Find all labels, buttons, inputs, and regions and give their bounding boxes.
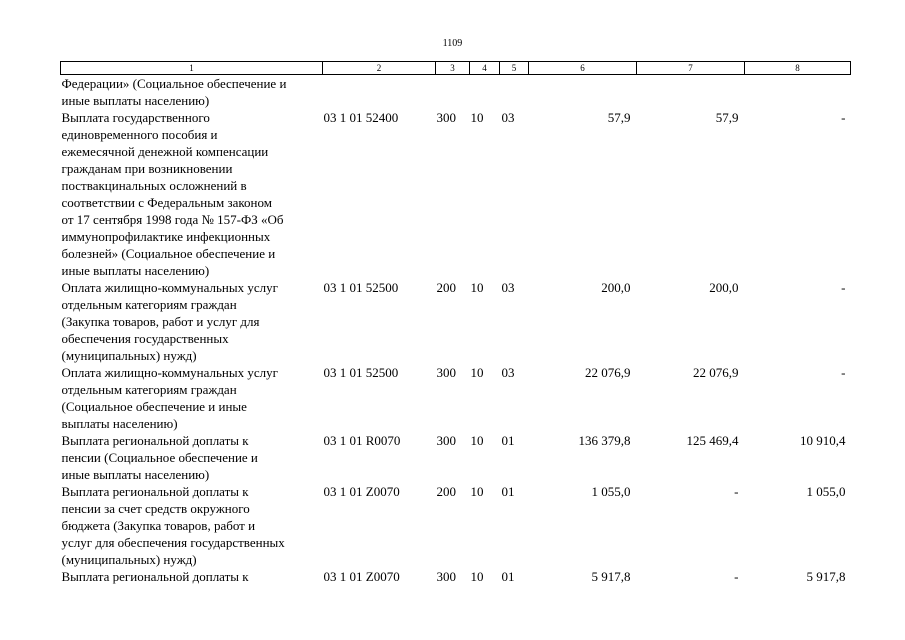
column-header: 3 bbox=[436, 62, 470, 75]
cell-amount-federal: 125 469,4 bbox=[686, 433, 739, 448]
column-header: 1 bbox=[61, 62, 323, 75]
table-row bbox=[61, 483, 851, 568]
cell-code: 03 1 01 R0070 bbox=[323, 433, 401, 448]
table-row bbox=[61, 279, 851, 364]
name-line: (муниципальных) нужд) bbox=[61, 348, 197, 363]
cell-expense-type: 300 bbox=[436, 569, 456, 584]
cell-expense-type: 300 bbox=[436, 433, 456, 448]
cell-section: 10 bbox=[470, 484, 484, 499]
cell-subsection: 03 bbox=[501, 365, 515, 380]
cell-subsection: 01 bbox=[501, 484, 515, 499]
cell-name bbox=[61, 432, 323, 483]
table-body bbox=[61, 75, 851, 586]
cell-amount-regional: 1 055,0 bbox=[806, 484, 846, 499]
cell-code: 03 1 01 Z0070 bbox=[323, 484, 400, 499]
name-line: иммунопрофилактике инфекционных bbox=[61, 229, 271, 244]
cell-amount-total: 5 917,8 bbox=[591, 569, 631, 584]
name-line: (муниципальных) нужд) bbox=[61, 552, 197, 567]
name-line: иные выплаты населению) bbox=[61, 93, 210, 108]
cell-name bbox=[61, 279, 323, 364]
column-header: 6 bbox=[529, 62, 637, 75]
cell-amount-federal: - bbox=[734, 484, 739, 499]
cell-subsection: 01 bbox=[501, 569, 515, 584]
table-header bbox=[61, 62, 851, 75]
cell-section: 10 bbox=[470, 569, 484, 584]
name-line: болезней» (Социальное обеспечение и bbox=[61, 246, 276, 261]
name-line: Выплата региональной доплаты к bbox=[61, 569, 249, 584]
name-line: (Закупка товаров, работ и услуг для bbox=[61, 314, 260, 329]
cell-code: 03 1 01 52500 bbox=[323, 280, 399, 295]
cell-subsection bbox=[500, 75, 529, 110]
page-number: 1109 bbox=[442, 38, 463, 49]
name-line: Выплата государственного bbox=[61, 110, 210, 125]
column-header: 4 bbox=[470, 62, 500, 75]
budget-table bbox=[60, 61, 851, 585]
cell-amount-federal: 22 076,9 bbox=[693, 365, 739, 380]
column-header: 7 bbox=[637, 62, 745, 75]
cell-amount-regional: - bbox=[841, 110, 846, 125]
name-line: единовременного пособия и bbox=[61, 127, 218, 142]
cell-code: 03 1 01 Z0070 bbox=[323, 569, 400, 584]
cell-section: 10 bbox=[470, 433, 484, 448]
cell-name bbox=[61, 109, 323, 279]
cell-expense-type: 300 bbox=[436, 365, 456, 380]
name-line: ежемесячной денежной компенсации bbox=[61, 144, 269, 159]
name-line: отдельным категориям граждан bbox=[61, 382, 237, 397]
cell-amount-regional: - bbox=[841, 280, 846, 295]
cell-subsection: 03 bbox=[501, 280, 515, 295]
name-line: Выплата региональной доплаты к bbox=[61, 433, 249, 448]
cell-subsection: 03 bbox=[501, 110, 515, 125]
name-line: (Социальное обеспечение и иные bbox=[61, 399, 247, 414]
cell-section: 10 bbox=[470, 110, 484, 125]
cell-amount-regional bbox=[745, 75, 851, 110]
cell-section: 10 bbox=[470, 365, 484, 380]
column-header: 2 bbox=[323, 62, 436, 75]
column-header: 5 bbox=[500, 62, 529, 75]
cell-expense-type bbox=[436, 75, 470, 110]
cell-expense-type: 300 bbox=[436, 110, 456, 125]
cell-amount-total: 22 076,9 bbox=[585, 365, 631, 380]
cell-expense-type: 200 bbox=[436, 484, 456, 499]
cell-amount-total: 1 055,0 bbox=[591, 484, 631, 499]
cell-section bbox=[470, 75, 500, 110]
name-line: Федерации» (Социальное обеспечение и bbox=[61, 76, 287, 91]
cell-expense-type: 200 bbox=[436, 280, 456, 295]
name-line: пенсии (Социальное обеспечение и bbox=[61, 450, 258, 465]
name-line: иные выплаты населению) bbox=[61, 467, 210, 482]
cell-amount-regional: 10 910,4 bbox=[800, 433, 846, 448]
name-line: Выплата региональной доплаты к bbox=[61, 484, 249, 499]
table-row bbox=[61, 568, 851, 585]
cell-amount-total: 200,0 bbox=[601, 280, 631, 295]
cell-name bbox=[61, 568, 323, 585]
cell-amount-federal: - bbox=[734, 569, 739, 584]
name-line: иные выплаты населению) bbox=[61, 263, 210, 278]
name-line: Оплата жилищно-коммунальных услуг bbox=[61, 280, 278, 295]
name-line: гражданам при возникновении bbox=[61, 161, 233, 176]
cell-amount-regional: 5 917,8 bbox=[806, 569, 846, 584]
cell-section: 10 bbox=[470, 280, 484, 295]
name-line: обеспечения государственных bbox=[61, 331, 229, 346]
cell-name bbox=[61, 75, 323, 110]
cell-code bbox=[323, 75, 436, 110]
name-line: соответствии с Федеральным законом bbox=[61, 195, 272, 210]
table-row bbox=[61, 432, 851, 483]
name-line: поствакцинальных осложнений в bbox=[61, 178, 247, 193]
cell-name bbox=[61, 364, 323, 432]
name-line: бюджета (Закупка товаров, работ и bbox=[61, 518, 256, 533]
table-row bbox=[61, 109, 851, 279]
name-line: услуг для обеспечения государственных bbox=[61, 535, 285, 550]
cell-name bbox=[61, 483, 323, 568]
cell-code: 03 1 01 52400 bbox=[323, 110, 399, 125]
cell-amount-total: 57,9 bbox=[607, 110, 631, 125]
table-row bbox=[61, 364, 851, 432]
name-line: пенсии за счет средств окружного bbox=[61, 501, 250, 516]
name-line: от 17 сентября 1998 года № 157-ФЗ «Об bbox=[61, 212, 284, 227]
cell-amount-federal: 200,0 bbox=[709, 280, 739, 295]
name-line: отдельным категориям граждан bbox=[61, 297, 237, 312]
cell-amount-federal bbox=[637, 75, 745, 110]
column-number-row bbox=[61, 62, 851, 75]
cell-amount-total bbox=[529, 75, 637, 110]
cell-subsection: 01 bbox=[501, 433, 515, 448]
table-row bbox=[61, 75, 851, 110]
name-line: Оплата жилищно-коммунальных услуг bbox=[61, 365, 278, 380]
cell-amount-regional: - bbox=[841, 365, 846, 380]
cell-amount-federal: 57,9 bbox=[715, 110, 739, 125]
column-header: 8 bbox=[745, 62, 851, 75]
cell-amount-total: 136 379,8 bbox=[578, 433, 631, 448]
cell-code: 03 1 01 52500 bbox=[323, 365, 399, 380]
name-line: выплаты населению) bbox=[61, 416, 178, 431]
